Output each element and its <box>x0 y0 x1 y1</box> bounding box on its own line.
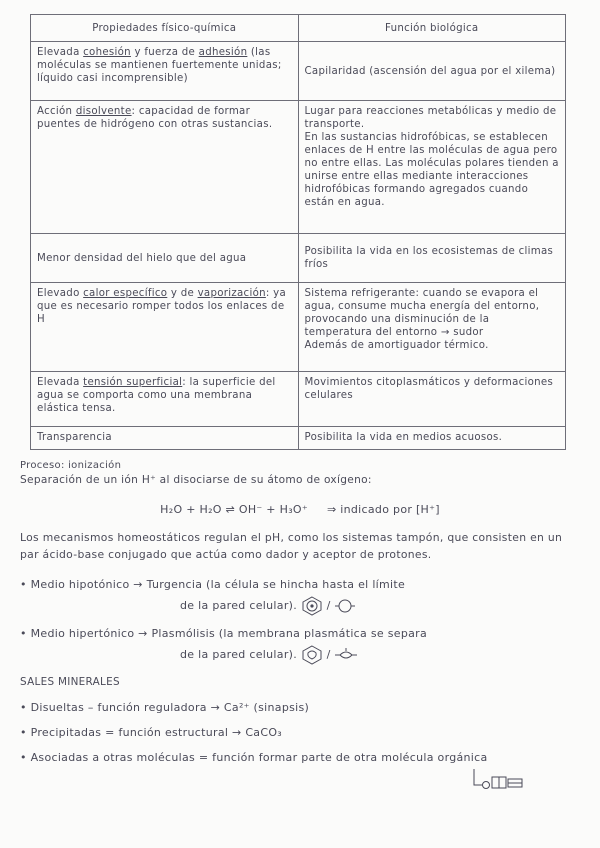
underlined-term: calor específico <box>83 288 168 299</box>
ionization-heading: Proceso: ionización <box>20 460 122 471</box>
text: (las moléculas se mantienen fuertemente unidas; líquido casi incomprensible) <box>37 47 282 84</box>
row5-property <box>31 372 299 427</box>
text: Elevada <box>37 47 84 58</box>
salts-associated-text: Asociadas a otras moléculas = función formar parte de otra molécula orgánica <box>30 751 488 764</box>
text: Elevado <box>37 288 84 299</box>
salts-dissolved-text: Disueltas – función reguladora → Ca²⁺ (sinapsis) <box>30 701 310 714</box>
table-header-row <box>31 15 566 42</box>
table-row <box>31 283 566 372</box>
text: Acción <box>37 106 76 117</box>
equation-left: H₂O + H₂O ⇌ OH⁻ + H₃O⁺ <box>160 503 308 516</box>
mineral-salts-heading: SALES MINERALES <box>20 676 120 688</box>
text: y fuerza de <box>130 47 199 58</box>
header-left: Propiedades físico-química <box>31 15 299 42</box>
row4-function <box>298 283 566 372</box>
table-row <box>31 372 566 427</box>
salts-dissolved: • Disueltas – función reguladora → Ca²⁺ (sinapsis) <box>20 701 310 714</box>
underlined-term: vaporización <box>197 288 266 299</box>
hypotonic-text: Medio hipotónico → Turgencia (la célula se hincha hasta el límite <box>30 578 406 591</box>
notes-section <box>20 458 580 796</box>
hypertonic-text: Medio hipertónico → Plasmólisis (la membrana plasmática se separa <box>30 627 428 640</box>
hypotonic-text-2: de la pared celular). <box>180 599 298 612</box>
table-row <box>31 42 566 101</box>
row2-function <box>298 101 566 234</box>
hypotonic-continuation <box>20 596 580 616</box>
row3-property: Menor densidad del hielo que del agua <box>31 234 299 283</box>
properties-table <box>30 14 566 450</box>
table-row <box>31 427 566 450</box>
text: : la superficie del agua se comporta como una membrana elástica tensa. <box>37 377 276 414</box>
row4-property <box>31 283 299 372</box>
text: En las sustancias hidrofóbicas, se establecen enlaces de H entre las moléculas de agua pero no entre ellas. Las moléculas polares tienden a unirse entre ellas mediante interacciones hidrofóbicas formando agregados cuando están en agua. <box>304 132 559 208</box>
slash: / <box>326 648 331 661</box>
row6-function: Posibilita la vida en medios acuosos. <box>298 427 566 450</box>
ionization-equation <box>20 502 580 517</box>
homeostasis-paragraph: Los mecanismos homeostáticos regulan el pH, como los sistemas tampón, que consisten en un par ácido-base conjugado que actúa como dador y aceptor de protones. <box>20 531 563 561</box>
row1-property <box>31 42 299 101</box>
text: y de <box>167 288 198 299</box>
text: : capacidad de formar puentes de hidrógeno con otras sustancias. <box>37 106 273 130</box>
ionization-line: Separación de un ión H⁺ al disociarse de su átomo de oxígeno: <box>20 474 372 486</box>
salts-associated: • Asociadas a otras moléculas = función formar parte de otra molécula orgánica <box>20 751 488 764</box>
plasmolyzed-cell-sketch-icon <box>301 645 323 665</box>
text: : ya que es necesario romper todos los enlaces de H <box>37 288 287 325</box>
row6-property: Transparencia <box>31 427 299 450</box>
header-right: Función biológica <box>298 15 566 42</box>
underlined-term: adhesión <box>198 47 248 58</box>
animal-cell-swelling-icon <box>334 598 356 614</box>
turgid-cell-sketch-icon <box>301 596 323 616</box>
row1-function: Capilaridad (ascensión del agua por el xilema) <box>298 42 566 101</box>
hypotonic-bullet: • Medio hipotónico → Turgencia (la célula se hincha hasta el límite <box>20 578 406 591</box>
molecule-sketch <box>20 767 580 796</box>
text: Sistema refrigerante: cuando se evapora el agua, consume mucha energía del entorno, provocando una disminución de la temperatura del entorno → sudor <box>304 288 540 338</box>
row3-function: Posibilita la vida en los ecosistemas de climas fríos <box>298 234 566 283</box>
text: Elevada <box>37 377 84 388</box>
salts-precipitated: • Precipitadas = función estructural → CaCO₃ <box>20 726 282 739</box>
slash: / <box>326 599 331 612</box>
text: Lugar para reacciones metabólicas y medio de transporte. <box>304 106 557 130</box>
hypertonic-continuation <box>20 645 580 665</box>
underlined-term: disolvente <box>75 106 132 117</box>
underlined-term: tensión superficial <box>83 377 183 388</box>
salts-precipitated-text: Precipitadas = función estructural → CaCO₃ <box>30 726 282 739</box>
table-row <box>31 234 566 283</box>
hypertonic-bullet: • Medio hipertónico → Plasmólisis (la membrana plasmática se separa <box>20 627 428 640</box>
underlined-term: cohesión <box>83 47 131 58</box>
equation-right: ⇒ indicado por [H⁺] <box>326 503 440 516</box>
row2-property <box>31 101 299 234</box>
table-row <box>31 101 566 234</box>
text: Además de amortiguador térmico. <box>304 340 489 351</box>
row5-function: Movimientos citoplasmáticos y deformaciones celulares <box>298 372 566 427</box>
hypertonic-text-2: de la pared celular). <box>180 648 298 661</box>
shrunken-cell-icon <box>334 647 358 663</box>
organic-molecule-sketch-icon <box>470 767 540 791</box>
